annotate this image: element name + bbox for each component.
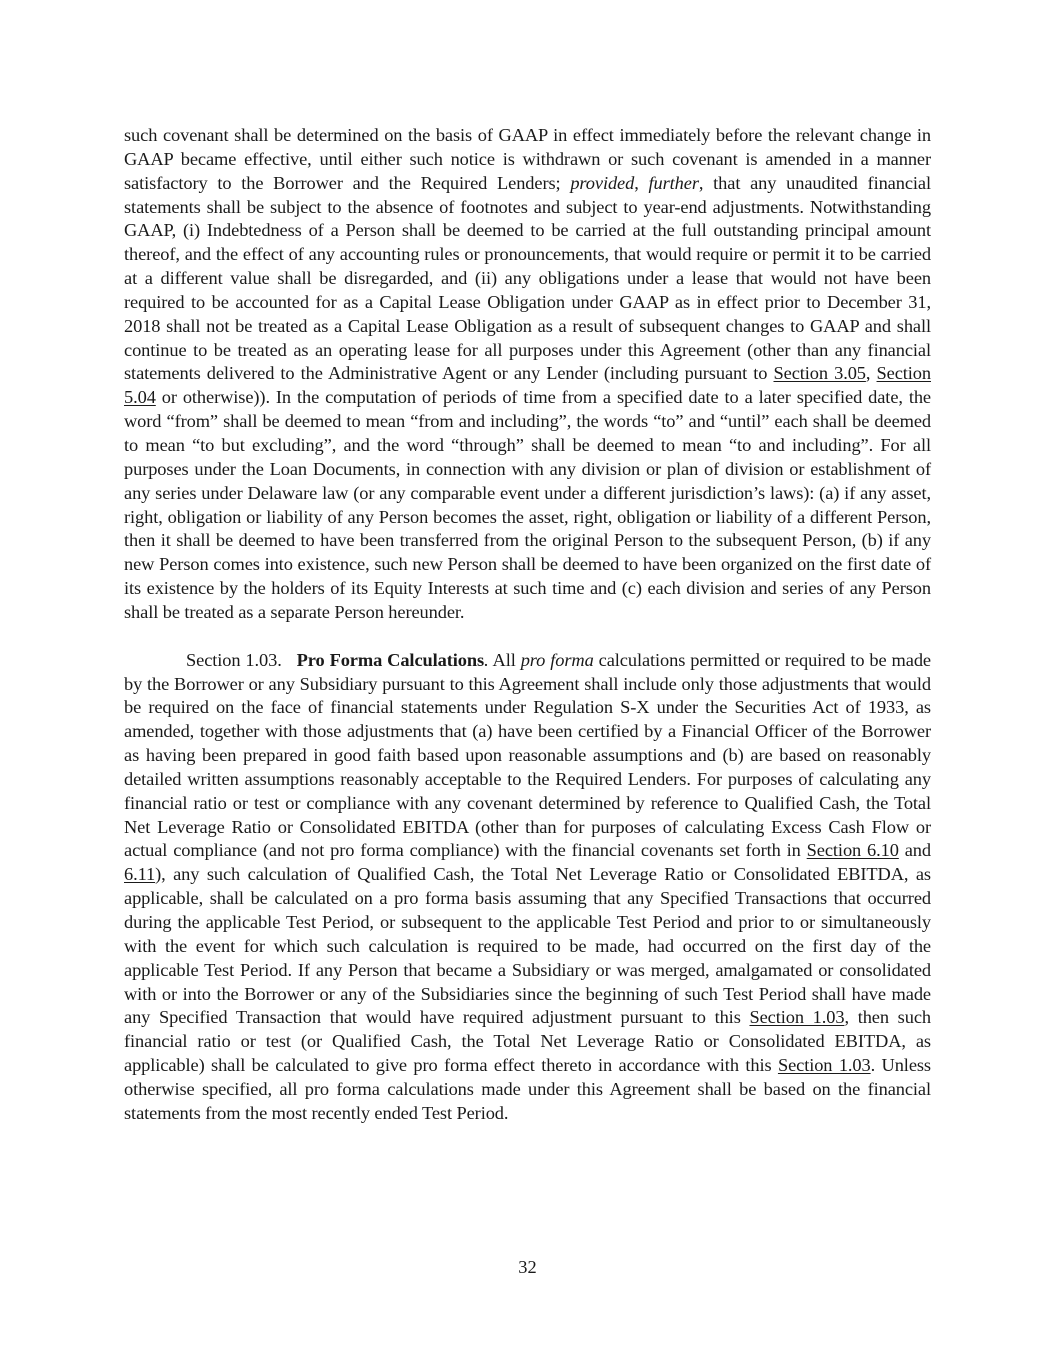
cross-reference-section-3-05[interactable]: Section 3.05	[773, 363, 866, 384]
text-run: ), any such calculation of Qualified Cash, the Total Net Leverage Ratio or Consolidated EBITDA, as applicable, shall be calculated on a pro forma basis assuming that any Specified Transactions that occurred during the applicable Test Period, or subsequent to the applicable Test Period and prior to or simultaneously with the event for which such calculation is required to be made, had occurred on the first day of the applicable Test Period. If any Person that became a Subsidiary or was merged, amalgamated or consolidated with or into the Borrower or any of the Subsidiaries since the beginning of such Test Period shall have made any Specified Transaction that would have required adjustment pursuant to this	[124, 864, 931, 1028]
heading-period: .	[484, 649, 489, 670]
text-run: ,	[865, 363, 877, 384]
text-run: All	[488, 649, 521, 670]
text-run: such covenant shall be determined on the basis of GAAP in effect immediately before the relevant change in GAAP became effective, until either such notice is withdrawn or such covenant is amended in a manner satisfactory to the Borrower and the Required Lenders;	[124, 125, 931, 193]
cross-reference-section-6-10[interactable]: Section 6.10	[806, 840, 899, 861]
text-run: or otherwise)). In the computation of periods of time from a specified date to a later specified date, the word “from” shall be deemed to mean “from and including”, the words “to” and “until” each shall be deemed to mean “to but excluding”, and the word “through” shall be deemed to mean “to and including”. For all purposes under the Loan Documents, in connection with any division or plan of division or establishment of any series under Delaware law (or any comparable event under a different jurisdiction’s laws): (a) if any asset, right, obligation or liability of any Person becomes the asset, right, obligation or liability of a different Person, then it shall be deemed to have been transferred from the original Person to the subsequent Person, (b) if any new Person comes into existence, such new Person shall be deemed to have been organized on the first date of its existence by the holders of its Equity Interests at such time and (c) each division and series of any Person shall be treated as a separate Person hereunder.	[124, 387, 931, 622]
text-run: , that any unaudited financial statements shall be subject to the absence of footnotes and subject to year-end adjustments. Notwithstanding GAAP, (i) Indebtedness of a Person shall be deemed to be carried at the full outstanding principal amount thereof, and the effect of any accounting rules or pronouncements, that would require or permit it to be carried at a different value shall be disregarded, and (ii) any obligations under a lease that would not have been required to be accounted for as a Capital Lease Obligation under GAAP as in effect prior to December 31, 2018 shall not be treated as a Capital Lease Obligation as a result of subsequent changes to GAAP and shall continue to be treated as an operating lease for all purposes under this Agreement (other than any financial statements delivered to the Administrative Agent or any Lender (including pursuant to	[124, 172, 931, 384]
cross-reference-section-1-03[interactable]: Section 1.03	[777, 1055, 871, 1076]
text-run: . Unless otherwise specified, all pro forma calculations made under this Agreement shall be based on the financial statements from the most recently ended Test Period.	[124, 1055, 931, 1123]
section-heading: Pro Forma Calculations	[296, 649, 485, 670]
section-number: Section 1.03.	[186, 649, 282, 670]
paragraph-gaap-continuation	[124, 124, 931, 625]
text-run: calculations permitted or required to be made by the Borrower or any Subsidiary pursuant to this Agreement shall include only those adjustments that would be required on the face of financial statements under Regulation S-X under the Securities Act of 1933, as amended, together with those adjustments that (a) have been certified by a Financial Officer of the Borrower as having been prepared in good faith based upon reasonable assumptions and (b) are based on reasonably detailed written assumptions reasonably acceptable to the Required Lenders. For purposes of calculating any financial ratio or test or compliance with any covenant determined by reference to Qualified Cash, the Total Net Leverage Ratio or Consolidated EBITDA (other than for purposes of calculating Excess Cash Flow or actual compliance (and not pro forma compliance) with the financial covenants set forth in	[124, 649, 931, 861]
provided-italic: provided	[570, 172, 635, 193]
document-page	[124, 124, 931, 1126]
cross-reference-section-5-04[interactable]: Section 5.04	[124, 363, 931, 408]
text-run: and	[898, 840, 931, 861]
cross-reference-section-6-11[interactable]: 6.11	[124, 864, 156, 885]
text-run: ,	[634, 172, 649, 193]
text-run: , then such financial ratio or test (or Qualified Cash, the Total Net Leverage Ratio or Consolidated EBITDA, as applicable) shall be calculated to give pro forma effect thereto in accordance with this	[124, 1007, 931, 1076]
cross-reference-section-1-03[interactable]: Section 1.03	[749, 1007, 845, 1028]
further-italic: further	[648, 172, 699, 193]
pro-forma-italic: pro forma	[520, 649, 594, 670]
section-1-03-paragraph	[124, 649, 931, 1126]
page-number: 32	[518, 1257, 537, 1277]
